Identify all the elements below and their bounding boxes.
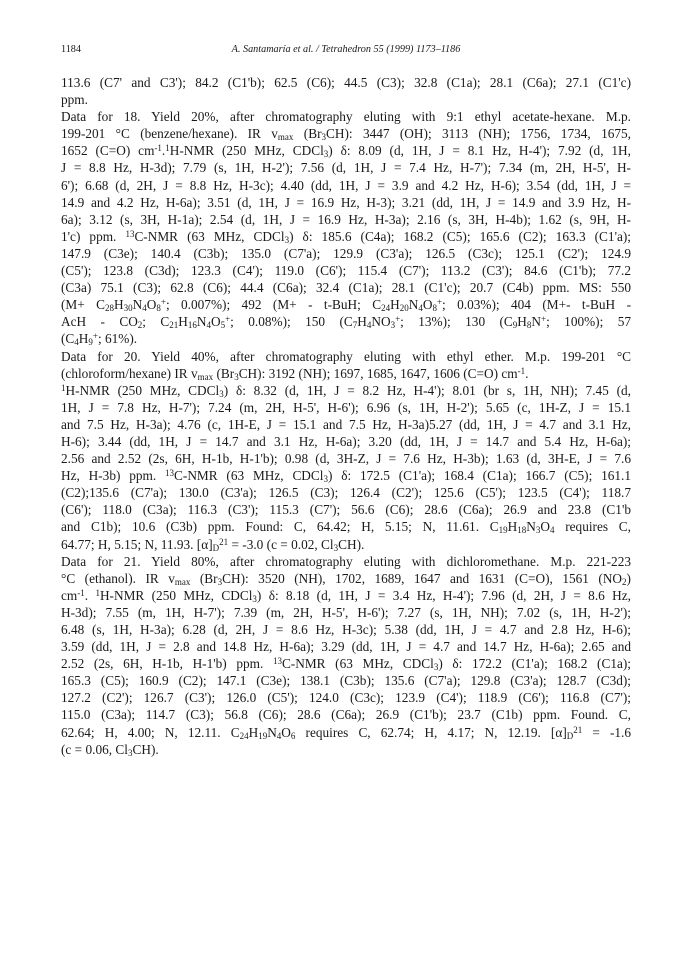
- text-run: H: [390, 297, 400, 313]
- text-run: requires C,: [554, 519, 631, 535]
- text-line: [61, 741, 631, 758]
- text-line: [61, 177, 631, 194]
- text-run: 6.48 (s, 1H, H-3a); 6.28 (d, 2H, J = 8.6 Hz, H-3c); 5.38 (dd, 1H, J = 4.7 and 2.8 Hz, H-6);: [61, 622, 631, 637]
- text-run: ; 0.08%); 150 (C: [230, 314, 353, 330]
- text-run: ) δ: 172.2 (C1'a); 168.2 (C1a);: [438, 656, 631, 672]
- subscript: 24: [381, 303, 391, 314]
- subscript: 28: [105, 303, 115, 314]
- superscript: +: [92, 331, 98, 342]
- superscript: +: [225, 314, 231, 325]
- text-run: ; 61%).: [97, 331, 138, 347]
- subscript: 4: [418, 303, 423, 314]
- text-run: H: [507, 519, 518, 535]
- text-run: N: [531, 314, 541, 330]
- subscript: 3: [252, 593, 257, 604]
- text-run: J = 8.8 Hz, H-3d); 7.79 (s, 1H, H-2'); 7.56 (d, 1H, J = 7.4 Hz, H-7'); 7.34 (m, 2H, H-5', H-: [61, 160, 631, 176]
- text-line: [61, 74, 631, 91]
- subscript: 3: [217, 576, 223, 587]
- subscript: 3: [390, 320, 396, 331]
- superscript: 13: [165, 468, 175, 479]
- text-run: 127.2 (C2'); 126.7 (C3'); 126.0 (C5'); 124.0 (C3c); 123.9 (C4'); 118.9 (C6'); 116.8 (C7');: [61, 690, 631, 706]
- text-line: [61, 108, 631, 125]
- subscript: 3: [323, 149, 329, 160]
- subscript: 3: [535, 525, 541, 536]
- page-number: 1184: [61, 44, 81, 55]
- text-run: NO: [371, 314, 391, 330]
- text-run: H: [357, 314, 367, 330]
- text-run: (C3a) 75.1 (C3); 62.8 (C6); 44.4 (C6a); 32.4 (C1a); 28.1 (C1'c); 20.7 (C4b) ppm. MS: 550: [61, 280, 631, 296]
- text-run: N: [132, 297, 143, 313]
- text-run: (c = 0.06, Cl: [61, 741, 128, 757]
- text-run: 115.0 (C3a); 114.7 (C3); 56.8 (C6); 28.6 (C6a); 26.9 (C1'b); 23.7 (C1b) ppm. Found. C,: [61, 707, 631, 723]
- text-line: [61, 159, 631, 176]
- text-line: [61, 245, 631, 262]
- text-line: [61, 604, 631, 621]
- subscript: 3: [433, 662, 439, 673]
- superscript: +: [541, 314, 547, 325]
- text-run: N: [408, 297, 419, 313]
- subscript: 24: [239, 730, 249, 741]
- subscript: 4: [74, 337, 79, 348]
- text-run: 1652 (C=O) cm: [61, 143, 155, 159]
- superscript: 21: [219, 536, 229, 547]
- text-run: H-NMR (250 MHz, CDCl: [169, 143, 324, 159]
- text-run: AcH - CO: [61, 314, 138, 330]
- superscript: -1: [77, 587, 85, 598]
- subscript: 4: [366, 320, 372, 331]
- subscript: 9: [512, 320, 518, 331]
- text-run: H-NMR (250 MHz, CDCl: [65, 382, 220, 398]
- subscript: 5: [220, 320, 226, 331]
- text-run: ; 0.03%); 404 (M+- t-BuH -: [442, 297, 631, 313]
- text-line: [61, 382, 631, 399]
- superscript: +: [436, 297, 443, 308]
- text-run: and 7.5 Hz, H-3a); 4.76 (c, 1H-E, J = 15.1 and 7.5 Hz, H-3a)5.27 (dd, 1H, J = 4.7 and 3.1 Hz,: [61, 416, 631, 432]
- text-run: .: [84, 587, 96, 603]
- text-run: (chloroform/hexane) IR v: [61, 365, 198, 381]
- text-run: (M+ C: [61, 297, 106, 313]
- experimental-text: [61, 74, 631, 758]
- text-run: 6a); 3.12 (s, 3H, H-1a); 2.54 (d, 1H, J = 16.9 Hz, H-3a); 2.16 (s, 3H, H-4b); 1.62 (s, 9H, H-: [61, 211, 631, 227]
- text-line: [61, 587, 631, 604]
- subscript: max: [277, 132, 294, 143]
- subscript: 3: [323, 474, 328, 485]
- subscript: 16: [187, 320, 197, 331]
- text-run: .: [525, 365, 529, 381]
- text-run: = -1.6: [582, 724, 632, 740]
- text-run: H-6); 3.44 (dd, 1H, J = 14.7 and 3.1 Hz, H-6a); 3.20 (dd, 1H, J = 14.7 and 5.4 Hz, H-6a);: [61, 433, 631, 449]
- text-run: 3.59 (dd, 1H, J = 2.8 and 14.8 Hz, H-6a); 3.29 (dd, 1H, J = 4.7 and 14.7 Hz, H-6a); 2.65 and: [61, 639, 631, 655]
- text-line: [61, 484, 631, 501]
- subscript: 8: [432, 303, 437, 314]
- text-line: [61, 262, 631, 279]
- subscript: 4: [276, 730, 282, 741]
- text-line: [61, 518, 631, 535]
- superscript: 13: [125, 228, 135, 239]
- text-run: requires C, 62.74; H, 4.17; N, 12.19. [α]: [295, 724, 567, 740]
- subscript: 4: [549, 525, 555, 536]
- text-line: [61, 365, 631, 382]
- text-run: ) δ: 8.18 (d, 1H, J = 3.4 Hz, H-4'); 7.96 (d, 2H, J = 8.6 Hz,: [256, 587, 631, 603]
- text-run: 1H, J = 7.8 Hz, H-7'); 7.24 (m, 2H, H-5', H-6'); 6.96 (s, 1H, H-2'); 5.65 (c, 1H-Z, J = 15.1: [61, 399, 631, 415]
- text-run: cm: [61, 587, 78, 603]
- text-run: 2.52 (2s, 6H, H-1b, H-1'b) ppm.: [61, 656, 273, 672]
- subscript: 3: [219, 388, 224, 399]
- text-run: H-3d); 7.55 (m, 1H, H-7'); 7.39 (m, 2H, H-5', H-6'); 7.27 (s, 1H, NH); 7.02 (s, 1H, H-2');: [61, 604, 631, 620]
- text-line: [61, 348, 631, 365]
- text-run: (C: [61, 331, 75, 347]
- text-run: CH): 3192 (NH); 1697, 1685, 1647, 1606 (C=O) cm: [238, 365, 518, 381]
- text-line: [61, 416, 631, 433]
- text-run: ppm.: [61, 92, 88, 108]
- text-run: 199-201 °C (benzene/hexane). IR v: [61, 126, 278, 142]
- superscript: -1: [517, 365, 526, 376]
- text-run: C-NMR (63 MHz, CDCl: [281, 656, 434, 672]
- subscript: 6: [290, 730, 296, 741]
- subscript: 4: [142, 303, 147, 314]
- text-run: ) δ: 185.6 (C4a); 168.2 (C5); 165.6 (C2); 163.3 (C1'a);: [289, 228, 631, 244]
- text-line: [61, 672, 631, 689]
- superscript: 1: [61, 382, 66, 393]
- text-line: [61, 399, 631, 416]
- text-run: CH).: [338, 536, 365, 552]
- text-run: H: [114, 297, 124, 313]
- text-run: ) δ: 172.5 (C1'a); 168.4 (C1a); 166.7 (C5); 161.1: [327, 468, 631, 484]
- subscript: 21: [169, 320, 179, 331]
- text-line: [61, 313, 631, 330]
- text-line: [61, 724, 631, 741]
- subscript: 9: [88, 337, 93, 348]
- subscript: 2: [137, 320, 143, 331]
- text-line: [61, 194, 631, 211]
- text-run: CH): 3520 (NH), 1702, 1689, 1647 and 1631 (C=O), 1561 (NO: [222, 570, 623, 586]
- text-run: C-NMR (63 MHz, CDCl: [174, 468, 324, 484]
- text-run: CH).: [132, 741, 159, 757]
- text-run: O: [146, 297, 157, 313]
- text-run: 64.77; H, 5.15; N, 11.93. [α]: [61, 536, 213, 552]
- text-run: (C5'); 123.8 (C3d); 123.3 (C4'); 119.0 (C6'); 115.4 (C7'); 113.2 (C3'); 84.6 (C1'b); 77.2: [61, 263, 631, 279]
- text-line: [61, 91, 631, 108]
- text-run: (Br: [293, 126, 322, 142]
- text-run: CH): 3447 (OH); 3113 (NH); 1756, 1734, 1675,: [326, 126, 631, 142]
- subscript: 4: [206, 320, 211, 331]
- subscript: 19: [498, 525, 508, 536]
- text-run: ; 100%); 57: [546, 314, 631, 330]
- text-line: [61, 279, 631, 296]
- text-run: ) δ: 8.09 (d, 1H, J = 8.1 Hz, H-4'); 7.92 (d, 1H,: [328, 143, 631, 159]
- text-line: [61, 330, 631, 347]
- text-run: 62.64; H, 4.00; N, 12.11. C: [61, 724, 240, 740]
- text-line: [61, 211, 631, 228]
- text-run: H: [178, 314, 188, 330]
- text-run: Hz, H-3b) ppm.: [61, 468, 166, 484]
- subscript: 2: [622, 576, 627, 587]
- text-line: [61, 142, 631, 159]
- text-run: (C2);135.6 (C7'a); 130.0 (C3'a); 126.5 (C3); 126.4 (C2'); 125.6 (C5'); 123.5 (C4'); 118.7: [61, 485, 631, 501]
- text-run: H: [78, 331, 89, 347]
- page-header: [61, 44, 631, 58]
- text-run: Data for 20. Yield 40%, after chromatography eluting with ethyl ether. M.p. 199-201 °C: [61, 348, 631, 364]
- text-run: (C6'); 118.0 (C3a); 116.3 (C3'); 115.3 (C7'); 56.6 (C6); 28.6 (C6a); 26.9 and 23.8 (C1'b: [61, 502, 631, 518]
- text-line: [61, 467, 631, 484]
- text-run: O: [281, 724, 291, 740]
- text-run: ; 0.007%); 492 (M+ - t-BuH; C: [165, 297, 382, 313]
- text-line: [61, 689, 631, 706]
- text-line: [61, 433, 631, 450]
- text-run: and C1b); 10.6 (C3b) ppm. Found: C, 64.42; H, 5.15; N, 11.61. C: [61, 519, 499, 535]
- text-run: ) δ: 8.32 (d, 1H, J = 8.2 Hz, H-4'); 8.01 (br s, 1H, NH); 7.45 (d,: [223, 382, 631, 398]
- text-run: .: [161, 143, 166, 159]
- text-line: [61, 536, 631, 553]
- text-run: °C (ethanol). IR v: [61, 570, 175, 586]
- subscript: 3: [284, 234, 290, 245]
- text-run: C-NMR (63 MHz, CDCl: [134, 228, 285, 244]
- text-line: [61, 296, 631, 313]
- text-line: [61, 570, 631, 587]
- superscript: +: [160, 297, 166, 308]
- text-line: [61, 553, 631, 570]
- text-run: (Br: [213, 365, 235, 381]
- text-line: [61, 655, 631, 672]
- text-run: N: [196, 314, 207, 330]
- text-run: Data for 21. Yield 80%, after chromatography eluting with dichloromethane. M.p. 221-223: [61, 553, 631, 569]
- subscript: 20: [399, 303, 409, 314]
- subscript: 8: [156, 303, 161, 314]
- text-run: 1'c) ppm.: [61, 228, 126, 244]
- subscript: max: [197, 371, 214, 382]
- subscript: D: [212, 542, 220, 553]
- subscript: 3: [333, 542, 339, 553]
- text-line: [61, 621, 631, 638]
- subscript: max: [174, 576, 191, 587]
- text-run: 113.6 (C7' and C3'); 84.2 (C1'b); 62.5 (C6); 44.5 (C3); 32.8 (C1a); 28.1 (C6a); 27.1 (C1'c): [61, 75, 631, 90]
- subscript: 19: [258, 730, 268, 741]
- text-run: H: [517, 314, 527, 330]
- text-run: N: [526, 519, 536, 535]
- subscript: 7: [352, 320, 358, 331]
- text-run: O: [540, 519, 550, 535]
- text-run: ): [626, 570, 631, 586]
- subscript: 18: [517, 525, 527, 536]
- subscript: 3: [321, 132, 326, 143]
- text-run: 6'); 6.68 (d, 2H, J = 8.8 Hz, H-3c); 4.40 (dd, 1H, J = 3.9 and 4.2 Hz, H-6); 3.54 (dd, 1H, J =: [61, 177, 631, 193]
- text-line: [61, 228, 631, 245]
- text-run: H: [248, 724, 259, 740]
- text-run: = -3.0 (c = 0.02, Cl: [228, 536, 334, 552]
- text-run: 14.9 and 4.2 Hz, H-6a); 3.51 (d, 1H, J = 16.9 Hz, H-3); 3.21 (dd, 1H, J = 14.9 and 3.9 Hz, H-: [61, 194, 631, 210]
- text-run: ; 13%); 130 (C: [400, 314, 513, 330]
- text-run: O: [210, 314, 221, 330]
- subscript: 3: [234, 371, 239, 382]
- text-run: O: [422, 297, 433, 313]
- superscript: 21: [573, 724, 583, 735]
- text-line: [61, 450, 631, 467]
- text-line: [61, 706, 631, 723]
- superscript: 13: [272, 656, 282, 667]
- superscript: -1: [154, 143, 162, 154]
- text-line: [61, 501, 631, 518]
- subscript: 8: [526, 320, 532, 331]
- text-run: 2.56 and 2.52 (2s, 6H, H-1b, H-1'b); 0.98 (d, 3H-Z, J = 7.6 Hz, H-3b); 1.63 (d, 3H-E, J = 7.6: [61, 451, 631, 467]
- text-line: [61, 125, 631, 142]
- superscript: +: [395, 314, 401, 325]
- text-run: 165.3 (C5); 160.9 (C2); 147.1 (C3e); 138.1 (C3b); 135.6 (C7'a); 129.8 (C3'a); 128.7 (C3d);: [61, 673, 631, 689]
- superscript: 1: [165, 143, 170, 154]
- text-run: H-NMR (250 MHz, CDCl: [99, 587, 253, 603]
- subscript: 3: [127, 747, 133, 758]
- subscript: 30: [123, 303, 133, 314]
- running-title: A. Santamaría et al. / Tetrahedron 55 (1999) 1173–1186: [231, 44, 461, 55]
- text-run: Data for 18. Yield 20%, after chromatography eluting with 9:1 ethyl acetate-hexane. M.p.: [61, 109, 631, 125]
- text-run: (Br: [190, 570, 218, 586]
- superscript: 1: [95, 587, 100, 598]
- text-run: 147.9 (C3e); 140.4 (C3b); 135.0 (C7'a); 129.9 (C3'a); 126.5 (C3c); 125.1 (C2'); 124.9: [61, 245, 631, 261]
- text-run: N: [267, 724, 277, 740]
- subscript: D: [566, 730, 574, 741]
- text-line: [61, 638, 631, 655]
- text-run: ; C: [142, 314, 170, 330]
